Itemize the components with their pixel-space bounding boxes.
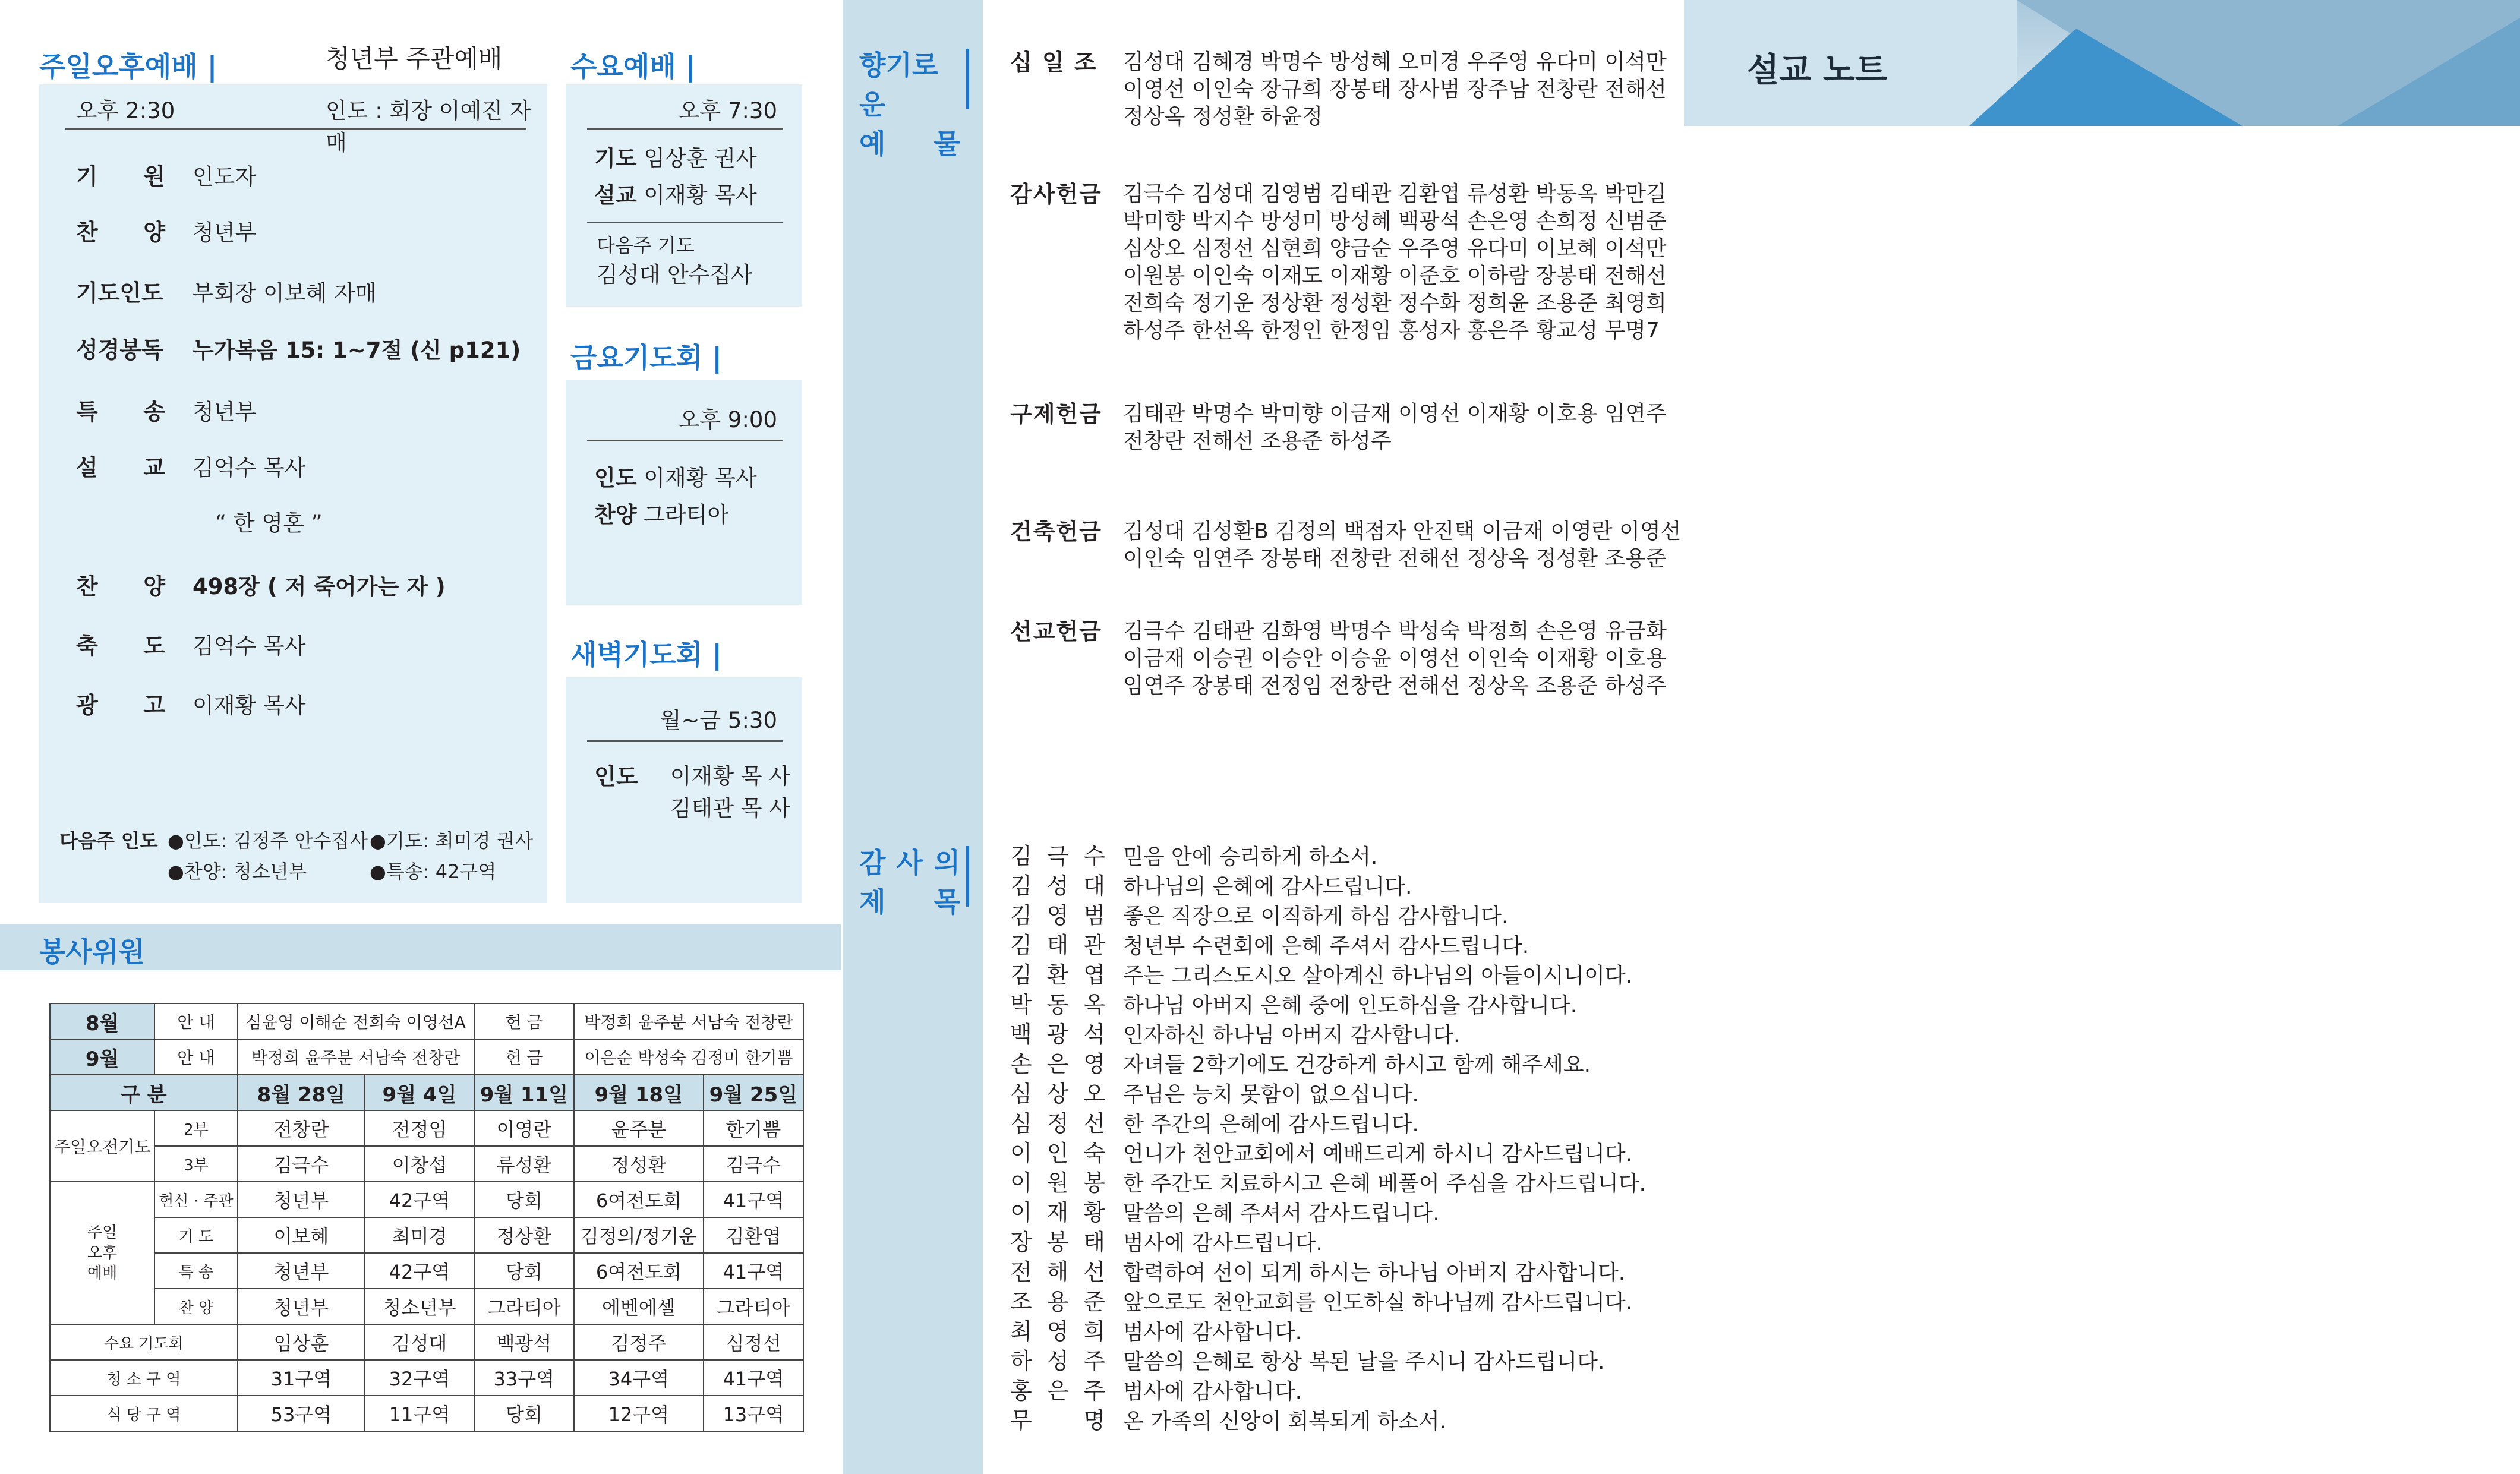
- order-label: 찬 양: [76, 219, 165, 245]
- table-header-category: 구 분: [50, 1075, 238, 1110]
- sermon-note-title: 설교 노트: [1747, 51, 1887, 90]
- offering-line: 이인숙 임연주 장봉태 전창란 전해선 정상옥 정성환 조용준: [1123, 547, 1667, 571]
- offerings-title-2: 예 물: [859, 128, 960, 160]
- table-cell: 정상환: [474, 1217, 574, 1253]
- offering-line: 전창란 전해선 조용준 하성주: [1123, 429, 1392, 453]
- thanks-name: 조 용 준: [1010, 1289, 1106, 1315]
- table-row: [50, 1324, 803, 1360]
- table-cell: 이영란: [474, 1110, 574, 1146]
- order-item: [76, 568, 446, 601]
- pm-service-label: [50, 1182, 154, 1324]
- wednesday-prayer: 임상훈 권사: [644, 146, 757, 171]
- thanks-item: [1010, 1164, 1646, 1198]
- thanks-text: 주님은 능치 못함이 없으십니다.: [1123, 1082, 1419, 1107]
- pm-label-1: 주일: [87, 1224, 118, 1242]
- next-week-prayer: ●기도: 최미경 권사: [370, 829, 534, 852]
- order-value: 부회장 이보혜 자매: [193, 280, 377, 306]
- row-sub: 찬 양: [154, 1289, 237, 1324]
- row-label: 수요 기도회: [50, 1324, 238, 1360]
- order-value: 청년부: [193, 399, 257, 425]
- table-cell: 42구역: [365, 1253, 474, 1289]
- thanks-list: [1010, 838, 1664, 1438]
- offering-name: 십 일 조: [1010, 49, 1097, 75]
- table-cell: 41구역: [704, 1360, 803, 1396]
- friday-praise-row: [594, 497, 728, 529]
- offering-line: 김극수 김태관 김화영 박명수 박성숙 박정희 손은영 유금화: [1123, 619, 1667, 643]
- volunteer-table: [49, 1003, 804, 1432]
- order-value: “ 한 영혼 ”: [215, 510, 323, 536]
- thanks-text: 믿음 안에 승리하게 하소서.: [1123, 845, 1378, 869]
- dawn-time: 월~금 5:30: [660, 708, 777, 733]
- table-cell: 전정임: [365, 1110, 474, 1146]
- table-row: [50, 1360, 803, 1396]
- thanks-text: 청년부 수련회에 은혜 주셔서 감사드립니다.: [1123, 934, 1529, 958]
- table-row: [50, 1110, 803, 1146]
- table-header-date: 9월 18일: [574, 1075, 704, 1110]
- table-cell: 전창란: [238, 1110, 365, 1146]
- offering-name: 감사헌금: [1010, 181, 1102, 207]
- table-cell: 청소년부: [365, 1289, 474, 1324]
- offering-line: 하성주 한선옥 한정인 한정임 홍성자 홍은주 황교성 무명7: [1123, 318, 1660, 343]
- order-label: 성경봉독: [76, 337, 163, 363]
- sunday-pm-order: [76, 158, 540, 788]
- table-cell: 심정선: [704, 1324, 803, 1360]
- aug-offering: 박정희 윤주분 서남숙 전창란: [574, 1003, 803, 1039]
- thanks-text: 한 주간의 은혜에 감사드립니다.: [1123, 1112, 1419, 1137]
- thanks-heading-bar: [966, 846, 969, 907]
- sermon-note-header: [1684, 0, 2520, 126]
- order-item: [76, 505, 323, 537]
- thanks-item: [1010, 1016, 1460, 1049]
- offerings-heading: [859, 44, 960, 162]
- thanks-name: 이 원 봉: [1010, 1170, 1106, 1196]
- offering-group: [1010, 518, 1681, 573]
- order-value: 김억수 목사: [193, 633, 306, 659]
- table-row: [50, 1217, 803, 1253]
- offering-members: [1123, 400, 1667, 455]
- table-cell: 31구역: [238, 1360, 365, 1396]
- next-week-praise: ●찬양: 청소년부: [168, 860, 307, 883]
- row-sub: 특 송: [154, 1253, 237, 1289]
- thanks-name: 무 명: [1010, 1407, 1106, 1434]
- thanks-text: 인자하신 하나님 아버지 감사합니다.: [1123, 1023, 1461, 1047]
- wednesday-rule-1: [587, 128, 783, 130]
- table-cell: 한기쁨: [704, 1110, 803, 1146]
- order-label: 특 송: [76, 399, 165, 425]
- thanks-item: [1010, 1075, 1419, 1109]
- wednesday-sermon-label: 설교: [594, 182, 637, 208]
- thanks-text: 하나님 아버지 은혜 중에 인도하심을 감사합니다.: [1123, 993, 1578, 1018]
- table-row: [50, 1253, 803, 1289]
- table-cell: 11구역: [365, 1396, 474, 1431]
- table-header-date: 8월 28일: [238, 1075, 365, 1110]
- thanks-item: [1010, 927, 1529, 960]
- offering-group: [1010, 400, 1667, 455]
- next-week-label: 다음주 인도: [59, 829, 158, 852]
- thanks-name: 최 영 희: [1010, 1318, 1106, 1344]
- pm-label-2: 오후: [87, 1244, 118, 1262]
- thanks-text: 좋은 직장으로 이직하게 하심 감사합니다.: [1123, 904, 1509, 929]
- thanks-name: 김 극 수: [1010, 843, 1106, 869]
- dawn-lead-2: 김태관 목 사: [670, 796, 790, 821]
- table-cell: 정성환: [574, 1146, 704, 1182]
- offering-members: [1123, 49, 1667, 131]
- row-label: 청 소 구 역: [50, 1360, 238, 1396]
- thanks-item: [1010, 867, 1412, 901]
- order-item: [76, 214, 256, 247]
- table-cell: 33구역: [474, 1360, 574, 1396]
- wednesday-prayer-row: [594, 140, 757, 172]
- table-cell: 백광석: [474, 1324, 574, 1360]
- pm-label-3: 예배: [87, 1264, 118, 1282]
- table-cell: 그라티아: [704, 1289, 803, 1324]
- offering-line: 정상옥 정성환 하윤정: [1123, 105, 1323, 129]
- thanks-name: 김 영 범: [1010, 902, 1106, 929]
- friday-praise-label: 찬양: [594, 502, 637, 528]
- order-value: 498장 ( 저 죽어가는 자 ): [193, 574, 446, 599]
- table-cell: 6여전도회: [574, 1253, 704, 1289]
- thanks-name: 홍 은 주: [1010, 1378, 1106, 1404]
- row-sub: 2부: [154, 1110, 237, 1146]
- dawn-panel: [566, 677, 802, 903]
- thanks-name: 김 환 엽: [1010, 962, 1106, 988]
- thanks-title-1: 감 사 의: [859, 847, 960, 879]
- sep-offering: 이은순 박성숙 김정미 한기쁨: [574, 1039, 803, 1075]
- table-header-date: 9월 11일: [474, 1075, 574, 1110]
- table-cell: 32구역: [365, 1360, 474, 1396]
- thanks-name: 박 동 옥: [1010, 992, 1106, 1018]
- next-week-special: ●특송: 42구역: [370, 860, 497, 883]
- thanks-text: 범사에 감사드립니다.: [1123, 1231, 1323, 1255]
- wednesday-title: 수요예배 |: [570, 50, 696, 83]
- order-item: [76, 449, 305, 482]
- table-row: [50, 1396, 803, 1431]
- sunday-pm-leader: 인도 : 회장 이예진 자매: [326, 98, 531, 156]
- friday-time: 오후 9:00: [678, 407, 777, 433]
- table-cell: 류성환: [474, 1146, 574, 1182]
- thanks-item: [1010, 1105, 1419, 1138]
- table-row: [50, 1075, 803, 1110]
- offering-name: 건축헌금: [1010, 519, 1102, 545]
- thanks-text: 앞으로도 천안교회를 인도하실 하나님께 감사드립니다.: [1123, 1290, 1633, 1315]
- thanks-item: [1010, 957, 1632, 990]
- offering-line: 이영선 이인숙 장규희 장봉태 장사범 장주남 전창란 전해선: [1123, 77, 1667, 102]
- table-row: [50, 1182, 803, 1217]
- table-row: [50, 1003, 803, 1039]
- table-cell: 이보혜: [238, 1217, 365, 1253]
- sunday-pm-time: 오후 2:30: [76, 98, 175, 124]
- dawn-lead-label: 인도: [594, 763, 638, 790]
- thanks-item: [1010, 1046, 1591, 1079]
- table-cell: 42구역: [365, 1182, 474, 1217]
- thanks-item: [1010, 1372, 1302, 1406]
- offering-line: 김극수 김성대 김영범 김태관 김환엽 류성환 박동옥 박만길: [1123, 182, 1667, 206]
- am-prayer-label: 주일오전기도: [50, 1110, 154, 1182]
- thanks-text: 주는 그리스도시오 살아계신 하나님의 아들이시니이다.: [1123, 964, 1633, 988]
- table-cell: 당회: [474, 1396, 574, 1431]
- table-cell: 청년부: [238, 1182, 365, 1217]
- order-label: 기 원: [76, 163, 165, 190]
- wednesday-sermon: 이재황 목사: [644, 182, 757, 208]
- order-label: 설 교: [76, 454, 165, 481]
- table-header-date: 9월 4일: [365, 1075, 474, 1110]
- thanks-text: 말씀의 은혜로 항상 복된 날을 주시니 감사드립니다.: [1123, 1350, 1605, 1374]
- wednesday-time: 오후 7:30: [678, 98, 777, 124]
- row-label: 식 당 구 역: [50, 1396, 238, 1431]
- wednesday-prayer-label: 기도: [594, 146, 637, 171]
- offering-group: [1010, 181, 1667, 345]
- thanks-name: 이 재 황: [1010, 1200, 1106, 1226]
- table-cell: 12구역: [574, 1396, 704, 1431]
- order-label: 찬 양: [76, 573, 165, 599]
- aug-month: 8월: [50, 1003, 154, 1039]
- thanks-item: [1010, 1254, 1625, 1287]
- order-value: 청년부: [193, 220, 257, 245]
- thanks-text: 합력하여 선이 되게 하시는 하나님 아버지 감사합니다.: [1123, 1261, 1626, 1285]
- dawn-rule: [587, 740, 783, 742]
- table-cell: 41구역: [704, 1253, 803, 1289]
- thanks-item: [1010, 897, 1508, 930]
- thanks-title-2: 제 목: [859, 886, 960, 918]
- table-cell: 에벤에셀: [574, 1289, 704, 1324]
- offerings-title-1: 향기로운: [859, 49, 939, 121]
- sep-month: 9월: [50, 1039, 154, 1075]
- table-cell: 그라티아: [474, 1289, 574, 1324]
- friday-lead-label: 인도: [594, 465, 637, 491]
- offerings-heading-bar: [966, 49, 969, 109]
- thanks-item: [1010, 1224, 1323, 1257]
- table-cell: 임상훈: [238, 1324, 365, 1360]
- thanks-name: 이 인 숙: [1010, 1140, 1106, 1166]
- offering-line: 이금재 이승권 이승안 이승윤 이영선 이인숙 이재황 이호용: [1123, 646, 1667, 671]
- table-cell: 청년부: [238, 1289, 365, 1324]
- offering-members: [1123, 518, 1681, 573]
- thanks-text: 언니가 천안교회에서 예배드리게 하시니 감사드립니다.: [1123, 1142, 1633, 1166]
- table-cell: 34구역: [574, 1360, 704, 1396]
- order-item: [76, 627, 305, 660]
- order-label: 광 고: [76, 692, 165, 718]
- row-sub: 헌신 · 주관: [154, 1182, 237, 1217]
- order-value: 김억수 목사: [193, 455, 306, 481]
- table-cell: 김정주: [574, 1324, 704, 1360]
- offering-members: [1123, 618, 1667, 700]
- table-cell: 41구역: [704, 1182, 803, 1217]
- friday-panel: [566, 380, 802, 605]
- table-cell: 최미경: [365, 1217, 474, 1253]
- sunday-pm-title: 주일오후예배 |: [39, 50, 217, 83]
- table-header-date: 9월 25일: [704, 1075, 803, 1110]
- thanks-name: 손 은 영: [1010, 1051, 1106, 1077]
- friday-rule: [587, 440, 783, 441]
- offering-line: 전희숙 정기운 정상환 정성환 정수화 정희윤 조용준 최영희: [1123, 291, 1667, 315]
- thanks-item: [1010, 986, 1577, 1020]
- thanks-text: 하나님의 은혜에 감사드립니다.: [1123, 875, 1412, 899]
- friday-lead: 이재황 목사: [644, 465, 757, 491]
- friday-title: 금요기도회 |: [570, 342, 722, 374]
- offering-group: [1010, 618, 1667, 700]
- offering-group: [1010, 49, 1667, 131]
- thanks-item: [1010, 1313, 1302, 1346]
- offering-members: [1123, 181, 1667, 345]
- table-cell: 김성대: [365, 1324, 474, 1360]
- table-cell: 당회: [474, 1182, 574, 1217]
- wednesday-panel: [566, 84, 802, 307]
- friday-lead-row: [594, 460, 757, 492]
- wednesday-rule-2: [587, 222, 783, 223]
- offering-line: 김성대 김혜경 박명수 방성혜 오미경 우주영 유다미 이석만: [1123, 50, 1667, 74]
- table-cell: 윤주분: [574, 1110, 704, 1146]
- thanks-heading: [859, 841, 960, 920]
- thanks-text: 범사에 감사합니다.: [1123, 1380, 1302, 1404]
- row-sub: 3부: [154, 1146, 237, 1182]
- offering-name: 선교헌금: [1010, 618, 1102, 645]
- offering-line: 박미향 박지수 방성미 방성혜 백광석 손은영 손희정 신범준: [1123, 209, 1667, 233]
- table-row: [50, 1146, 803, 1182]
- table-cell: 이창섭: [365, 1146, 474, 1182]
- order-item: [76, 274, 376, 307]
- volunteers-title: 봉사위원: [39, 936, 145, 968]
- offering-line: 김태관 박명수 박미향 이금재 이영선 이재황 이호용 임연주: [1123, 402, 1667, 426]
- aug-offering-label: 헌 금: [474, 1003, 574, 1039]
- thanks-text: 자녀들 2학기에도 건강하게 하시고 함께 해주세요.: [1123, 1053, 1591, 1077]
- thanks-name: 김 태 관: [1010, 932, 1106, 958]
- table-cell: 53구역: [238, 1396, 365, 1431]
- offering-line: 이원봉 이인숙 이재도 이재황 이준호 이하람 장봉태 전해선: [1123, 264, 1667, 288]
- dawn-lead-1: 이재황 목 사: [670, 763, 790, 789]
- thanks-item: [1010, 838, 1377, 871]
- order-label: 기도인도: [76, 280, 163, 306]
- thanks-item: [1010, 1135, 1632, 1168]
- table-cell: 김정의/정기운: [574, 1217, 704, 1253]
- sunday-pm-subtitle: 청년부 주관예배: [326, 44, 503, 73]
- sep-guide: 박정희 윤주분 서남숙 전창란: [238, 1039, 474, 1075]
- thanks-text: 한 주간도 치료하시고 은혜 베풀어 주심을 감사드립니다.: [1123, 1172, 1646, 1196]
- table-row: [50, 1289, 803, 1324]
- table-row: [50, 1039, 803, 1075]
- table-cell: 김환엽: [704, 1217, 803, 1253]
- thanks-item: [1010, 1402, 1446, 1435]
- wednesday-sermon-row: [594, 177, 757, 209]
- table-cell: 김극수: [238, 1146, 365, 1182]
- thanks-item: [1010, 1343, 1604, 1376]
- table-cell: 6여전도회: [574, 1182, 704, 1217]
- thanks-name: 심 상 오: [1010, 1081, 1106, 1107]
- dawn-title: 새벽기도회 |: [570, 639, 722, 671]
- thanks-name: 백 광 석: [1010, 1021, 1106, 1047]
- table-cell: 당회: [474, 1253, 574, 1289]
- aug-guide: 심윤영 이해순 전희숙 이영선A: [238, 1003, 474, 1039]
- friday-praise: 그라티아: [644, 502, 729, 528]
- aug-guide-label: 안 내: [154, 1003, 237, 1039]
- row-sub: 기 도: [154, 1217, 237, 1253]
- sep-guide-label: 안 내: [154, 1039, 237, 1075]
- thanks-name: 심 정 선: [1010, 1110, 1106, 1137]
- offering-name: 구제헌금: [1010, 401, 1102, 427]
- wednesday-next: 김성대 안수집사: [597, 262, 752, 288]
- wednesday-next-label: 다음주 기도: [597, 234, 695, 257]
- order-item: [76, 158, 256, 191]
- thanks-text: 범사에 감사합니다.: [1123, 1320, 1302, 1344]
- thanks-text: 온 가족의 신앙이 회복되게 하소서.: [1123, 1409, 1447, 1434]
- offering-line: 심상오 심정선 심현희 양금순 우주영 유다미 이보혜 이석만: [1123, 236, 1667, 261]
- thanks-name: 전 해 선: [1010, 1259, 1106, 1285]
- thanks-name: 장 봉 태: [1010, 1229, 1106, 1255]
- order-label: 축 도: [76, 633, 165, 659]
- table-cell: 김극수: [704, 1146, 803, 1182]
- sep-offering-label: 헌 금: [474, 1039, 574, 1075]
- thanks-item: [1010, 1283, 1632, 1317]
- sunday-pm-rule: [65, 128, 526, 130]
- offering-line: 임연주 장봉태 전정임 전창란 전해선 정상옥 조용준 하성주: [1123, 674, 1667, 698]
- thanks-name: 하 성 주: [1010, 1348, 1106, 1374]
- order-value: 이재황 목사: [193, 693, 306, 718]
- next-week-leader: ●인도: 김정주 안수집사: [168, 829, 368, 852]
- table-cell: 청년부: [238, 1253, 365, 1289]
- thanks-item: [1010, 1194, 1440, 1227]
- order-item: [76, 332, 521, 364]
- thanks-name: 김 성 대: [1010, 873, 1106, 899]
- offering-line: 김성대 김성환B 김정의 백점자 안진택 이금재 이영란 이영선: [1123, 519, 1682, 544]
- order-item: [76, 393, 256, 426]
- middle-bar: [843, 0, 983, 1474]
- table-cell: 13구역: [704, 1396, 803, 1431]
- thanks-text: 말씀의 은혜 주셔서 감사드립니다.: [1123, 1201, 1440, 1226]
- sunday-pm-panel: [39, 84, 547, 903]
- order-value: 누가복음 15: 1~7절 (신 p121): [193, 337, 521, 363]
- order-item: [76, 687, 305, 719]
- offerings-list: [1010, 49, 1682, 714]
- order-value: 인도자: [193, 164, 257, 190]
